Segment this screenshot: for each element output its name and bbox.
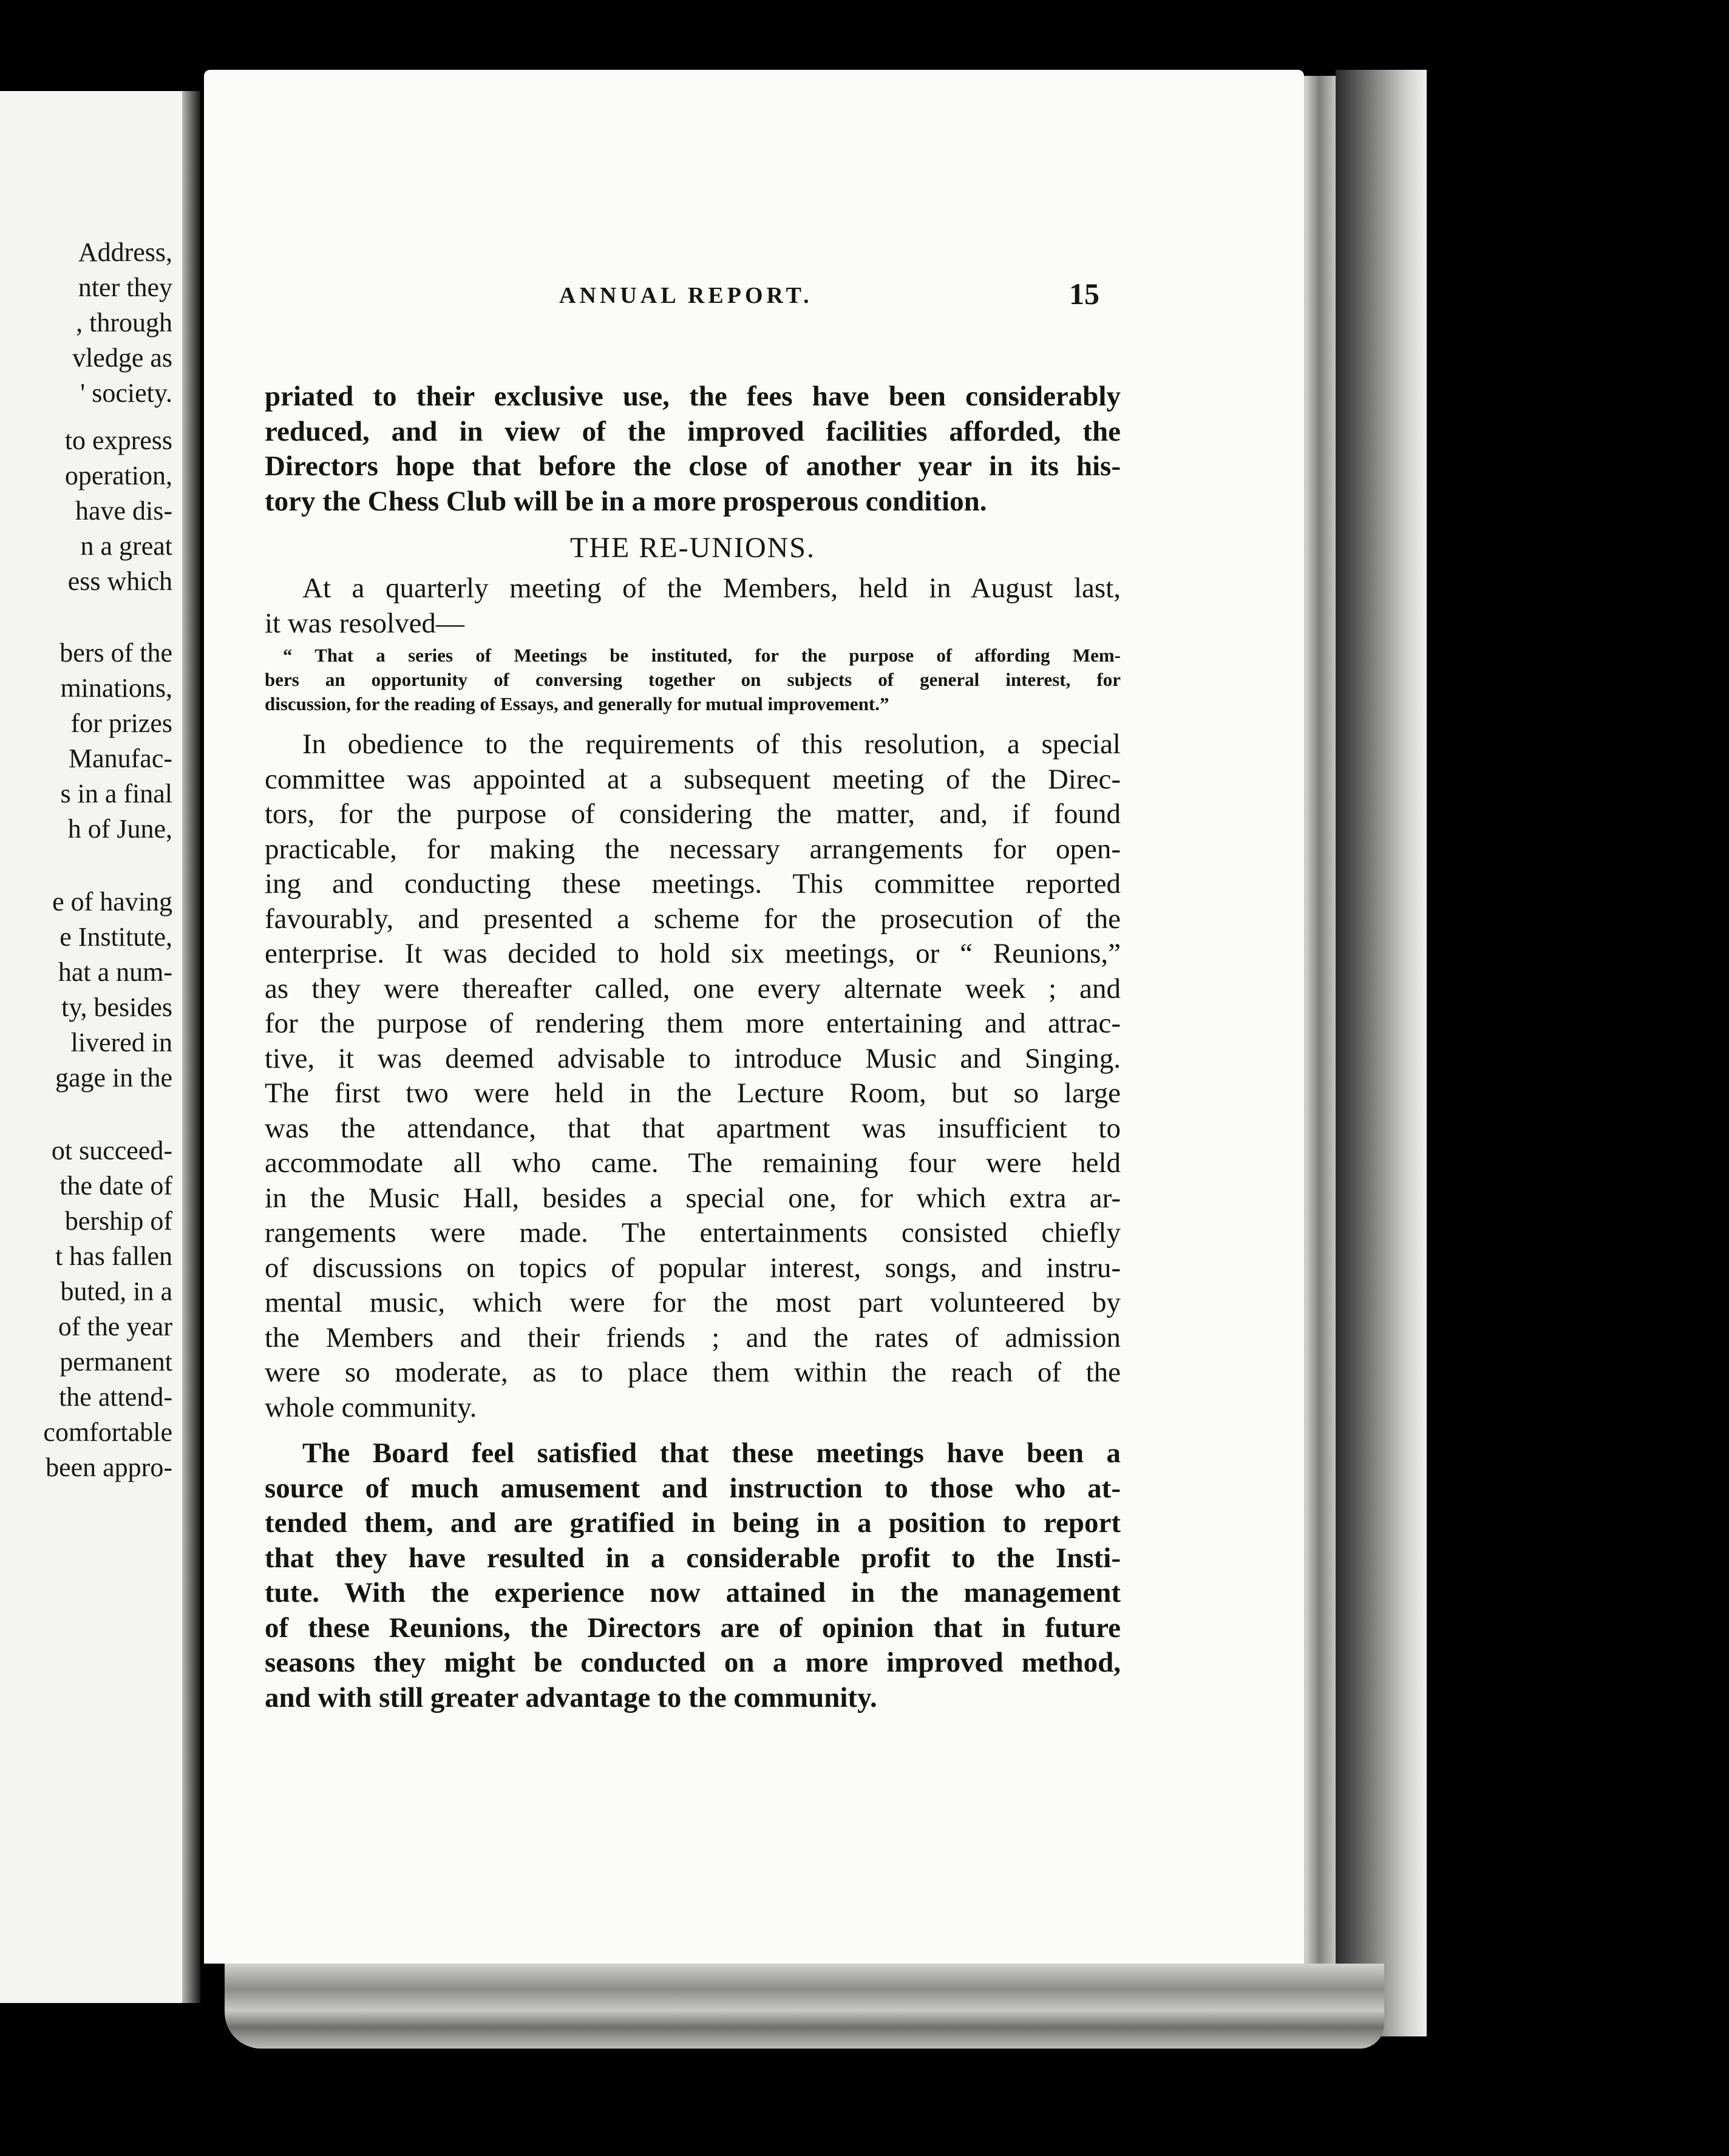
facing-page-line: have dis-: [75, 496, 172, 526]
text-line: of discussions on topics of popular interest, songs, and instru-: [265, 1252, 1121, 1284]
facing-page-line: hat a num-: [58, 957, 172, 987]
section-heading: THE RE-UNIONS.: [570, 532, 815, 564]
facing-page-line: bership of: [64, 1206, 172, 1236]
paragraph-board: [265, 1436, 1121, 1715]
text-line: tive, it was deemed advisable to introduce Music and Singing.: [265, 1042, 1121, 1074]
quote-line: bers an opportunity of conversing together on subjects of general interest, for: [265, 669, 1121, 690]
text-line: mental music, which were for the most part volunteered by: [265, 1287, 1121, 1318]
text-line: the Members and their friends ; and the rates of admission: [265, 1321, 1121, 1354]
text-line: and with still greater advantage to the community.: [265, 1681, 877, 1714]
facing-page-line: buted, in a: [60, 1276, 172, 1306]
text-line: At a quarterly meeting of the Members, held in August last,: [302, 572, 1121, 604]
text-line: priated to their exclusive use, the fees have been considerably: [265, 381, 1121, 412]
text-line: source of much amusement and instruction to those who at-: [265, 1472, 1121, 1504]
facing-page-line: , through: [76, 308, 172, 337]
quote-line: “ That a series of Meetings be instituted, for the purpose of affording Mem-: [283, 645, 1121, 666]
text-line: tended them, and are gratified in being in a position to report: [265, 1507, 1121, 1539]
text-line: Directors hope that before the close of another year in its his-: [265, 450, 1121, 482]
text-line: reduced, and in view of the improved facilities afforded, the: [265, 415, 1121, 447]
text-line: committee was appointed at a subsequent meeting of the Direc-: [265, 763, 1121, 795]
facing-page-line: Manufac-: [68, 744, 172, 773]
text-line: for the purpose of rendering them more entertaining and attrac-: [265, 1008, 1121, 1039]
page-15: [204, 70, 1304, 1964]
facing-page-line: minations,: [60, 673, 172, 703]
text-line: In obedience to the requirements of this resolution, a special: [302, 728, 1121, 760]
text-line: practicable, for making the necessary arrangements for open-: [265, 833, 1121, 865]
text-line: The Board feel satisfied that these meetings have been a: [302, 1437, 1121, 1469]
text-line: in the Music Hall, besides a special one, for which extra ar-: [265, 1182, 1121, 1214]
facing-page-line: ot succeed-: [51, 1136, 172, 1165]
facing-page-line: e Institute,: [59, 922, 172, 952]
text-line: tors, for the purpose of considering the matter, and, if found: [265, 798, 1121, 830]
text-line: The first two were held in the Lecture Room, but so large: [265, 1077, 1121, 1109]
text-line: was the attendance, that that apartment was insufficient to: [265, 1112, 1121, 1144]
facing-page-line: e of having: [52, 887, 172, 917]
text-line: tory the Chess Club will be in a more prosperous condition.: [265, 485, 987, 517]
facing-page-left: [0, 91, 182, 2003]
text-line: enterprise. It was decided to hold six meetings, or “ Reunions,”: [265, 938, 1121, 969]
resolution-quote: [265, 643, 1121, 716]
page-edges-bottom: [225, 1964, 1384, 2049]
facing-page-line: n a great: [80, 531, 172, 561]
text-line: seasons they might be conducted on a more improved method,: [265, 1647, 1121, 1678]
facing-page-line: for prizes: [70, 708, 172, 738]
facing-page-line: the date of: [59, 1171, 172, 1201]
facing-page-line: ty, besides: [61, 992, 172, 1022]
page-number: 15: [1069, 277, 1099, 311]
text-line: as they were thereafter called, one every alternate week ; and: [265, 972, 1121, 1005]
text-line: rangements were made. The entertainments consisted chiefly: [265, 1217, 1121, 1249]
text-line: ing and conducting these meetings. This committee reported: [265, 868, 1121, 900]
facing-page-text: [0, 91, 172, 2003]
facing-page-line: ess which: [67, 566, 172, 596]
paragraph-obedience: [265, 727, 1121, 1425]
facing-page-line: vledge as: [72, 343, 172, 373]
facing-page-line: to express: [64, 425, 172, 455]
text-line: that they have resulted in a considerable profit to the Insti-: [265, 1542, 1121, 1574]
facing-page-line: operation,: [64, 461, 172, 490]
text-line: tute. With the experience now attained in the management: [265, 1577, 1121, 1609]
facing-page-line: been appro-: [46, 1453, 172, 1482]
facing-page-line: Address,: [78, 237, 172, 267]
facing-page-line: bers of the: [59, 638, 172, 668]
book-cover-edge: [1336, 70, 1427, 2036]
book-gutter: [182, 91, 200, 2003]
running-head-title: ANNUAL REPORT.: [559, 283, 813, 308]
facing-page-line: the attend-: [59, 1382, 172, 1412]
facing-page-line: t has fallen: [55, 1241, 172, 1271]
text-line: it was resolved—: [265, 607, 464, 639]
facing-page-line: comfortable: [43, 1417, 172, 1447]
facing-page-line: ' society.: [80, 378, 172, 408]
facing-page-line: h of June,: [67, 814, 172, 844]
text-block: [265, 379, 1121, 1726]
text-line: favourably, and presented a scheme for the prosecution of the: [265, 903, 1121, 935]
text-line: whole community.: [265, 1391, 477, 1423]
facing-page-line: s in a final: [60, 779, 172, 808]
text-line: of these Reunions, the Directors are of opinion that in future: [265, 1612, 1121, 1644]
facing-page-line: of the year: [58, 1312, 172, 1341]
text-line: accommodate all who came. The remaining four were held: [265, 1147, 1121, 1179]
facing-page-line: livered in: [70, 1028, 172, 1057]
running-head: [204, 276, 1304, 331]
quote-line: discussion, for the reading of Essays, and generally for mutual improvement.”: [265, 693, 889, 714]
facing-page-line: nter they: [78, 273, 172, 302]
paragraph-resolution: [265, 571, 1121, 641]
facing-page-line: permanent: [59, 1347, 172, 1377]
text-line: were so moderate, as to place them within the reach of the: [265, 1357, 1121, 1388]
facing-page-line: gage in the: [55, 1063, 172, 1093]
paragraph-continuation: [265, 379, 1121, 519]
